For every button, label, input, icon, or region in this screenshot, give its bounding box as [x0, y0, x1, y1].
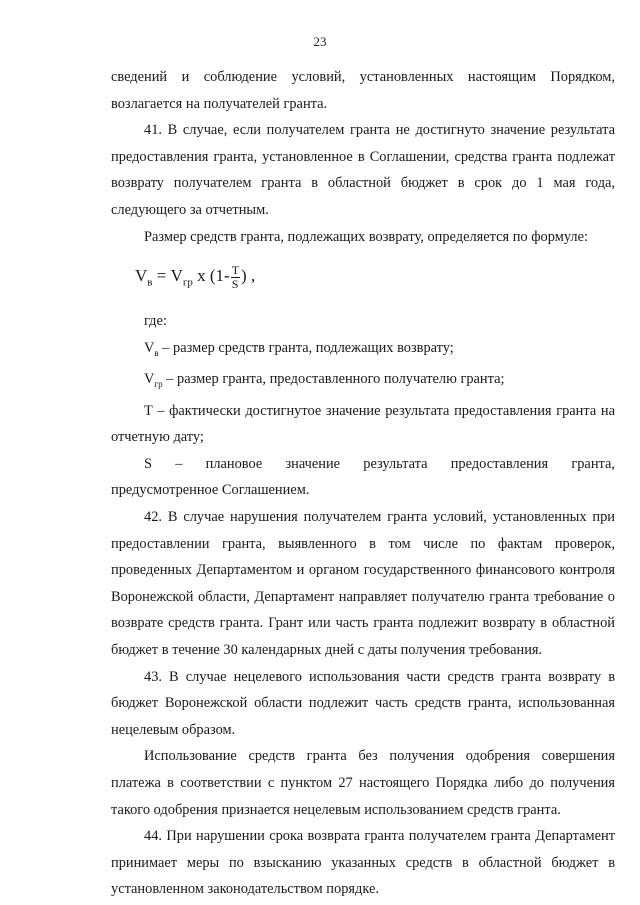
formula — [111, 250, 615, 302]
formula-eq: = — [152, 266, 171, 286]
paragraph-41: 41. В случае, если получателем гранта не достигнуто значение результата предоставления гранта, установленное в Соглашении, средства гранта подлежат возврату получателем гранта в областной бюджет в срок до 1 мая года, следующего за отчетным. — [111, 122, 615, 218]
formula-lhs-sub: в — [147, 276, 153, 289]
paragraph-44: 44. При нарушении срока возврата гранта получателем гранта Департамент принимает меры по взысканию указанных средств в областной бюджет в установленном законодательством порядке. — [111, 828, 615, 898]
definition-vb-text: – размер средств гранта, подлежащих возврату; — [158, 339, 454, 356]
definition-s-word: результата — [363, 455, 428, 472]
paragraph-43: 43. В случае нецелевого использования части средств гранта возврату в бюджет Воронежской области подлежит часть средств гранта, использованная нецелевым образом. — [111, 668, 615, 738]
definition-vb-sub: в — [154, 347, 159, 358]
formula-v: V — [170, 266, 183, 286]
definition-t: T – фактически достигнутое значение результата предоставления гранта на отчетную дату; — [111, 402, 615, 446]
formula-end: ) , — [241, 266, 256, 286]
definition-s-word: плановое — [205, 455, 263, 472]
formula-numerator: T — [231, 262, 240, 277]
paragraph-41-formula-intro: Размер средств гранта, подлежащих возврату, определяется по формуле: — [144, 228, 588, 245]
definition-s-word: S — [144, 455, 153, 472]
paragraph-42: 42. В случае нарушения получателем гранта условий, установленных при предоставлении гранта, выявленного в том числе по фактам проверок, проведенных Департаментом и органом государственного финансового контроля Воронежской области, Департамент направляет получателю гранта требование о возврате средств гранта. Грант или часть гранта подлежит возврату в областной бюджет в течение 30 календарных дней с даты получения требования. — [111, 509, 615, 659]
definition-s-continuation: предусмотренное Соглашением. — [111, 482, 310, 499]
definition-vgr-text: – размер гранта, предоставленного получателю гранта; — [162, 371, 505, 388]
page-number: 23 — [313, 34, 327, 49]
definition-vb-symbol: V — [144, 339, 155, 356]
formula-denominator: S — [231, 276, 239, 291]
formula-fraction — [231, 264, 240, 291]
document-body — [111, 64, 615, 903]
definition-s — [111, 451, 615, 478]
definition-s-word: гранта, — [571, 455, 615, 472]
definition-vb — [111, 335, 615, 366]
definition-vgr — [111, 366, 615, 397]
definition-vgr-symbol: V — [144, 371, 155, 388]
formula-mid: x (1- — [192, 266, 230, 286]
definition-s-word: предоставления — [450, 455, 549, 472]
paragraph-43-second: Использование средств гранта без получения одобрения совершения платежа в соответствии с пунктом 27 настоящего Порядка либо до получения такого одобрения признается нецелевым использованием средств гранта. — [111, 748, 615, 818]
where-label: где: — [144, 313, 167, 330]
paragraph-continuation: сведений и соблюдение условий, установленных настоящим Порядком, возлагается на получателей гранта. — [111, 69, 615, 112]
definition-s-word: значение — [285, 455, 341, 472]
definition-vgr-sub: гр — [154, 379, 163, 390]
formula-lhs: V — [135, 266, 148, 286]
formula-v-sub: гр — [182, 276, 193, 289]
definition-s-word: – — [175, 455, 183, 472]
